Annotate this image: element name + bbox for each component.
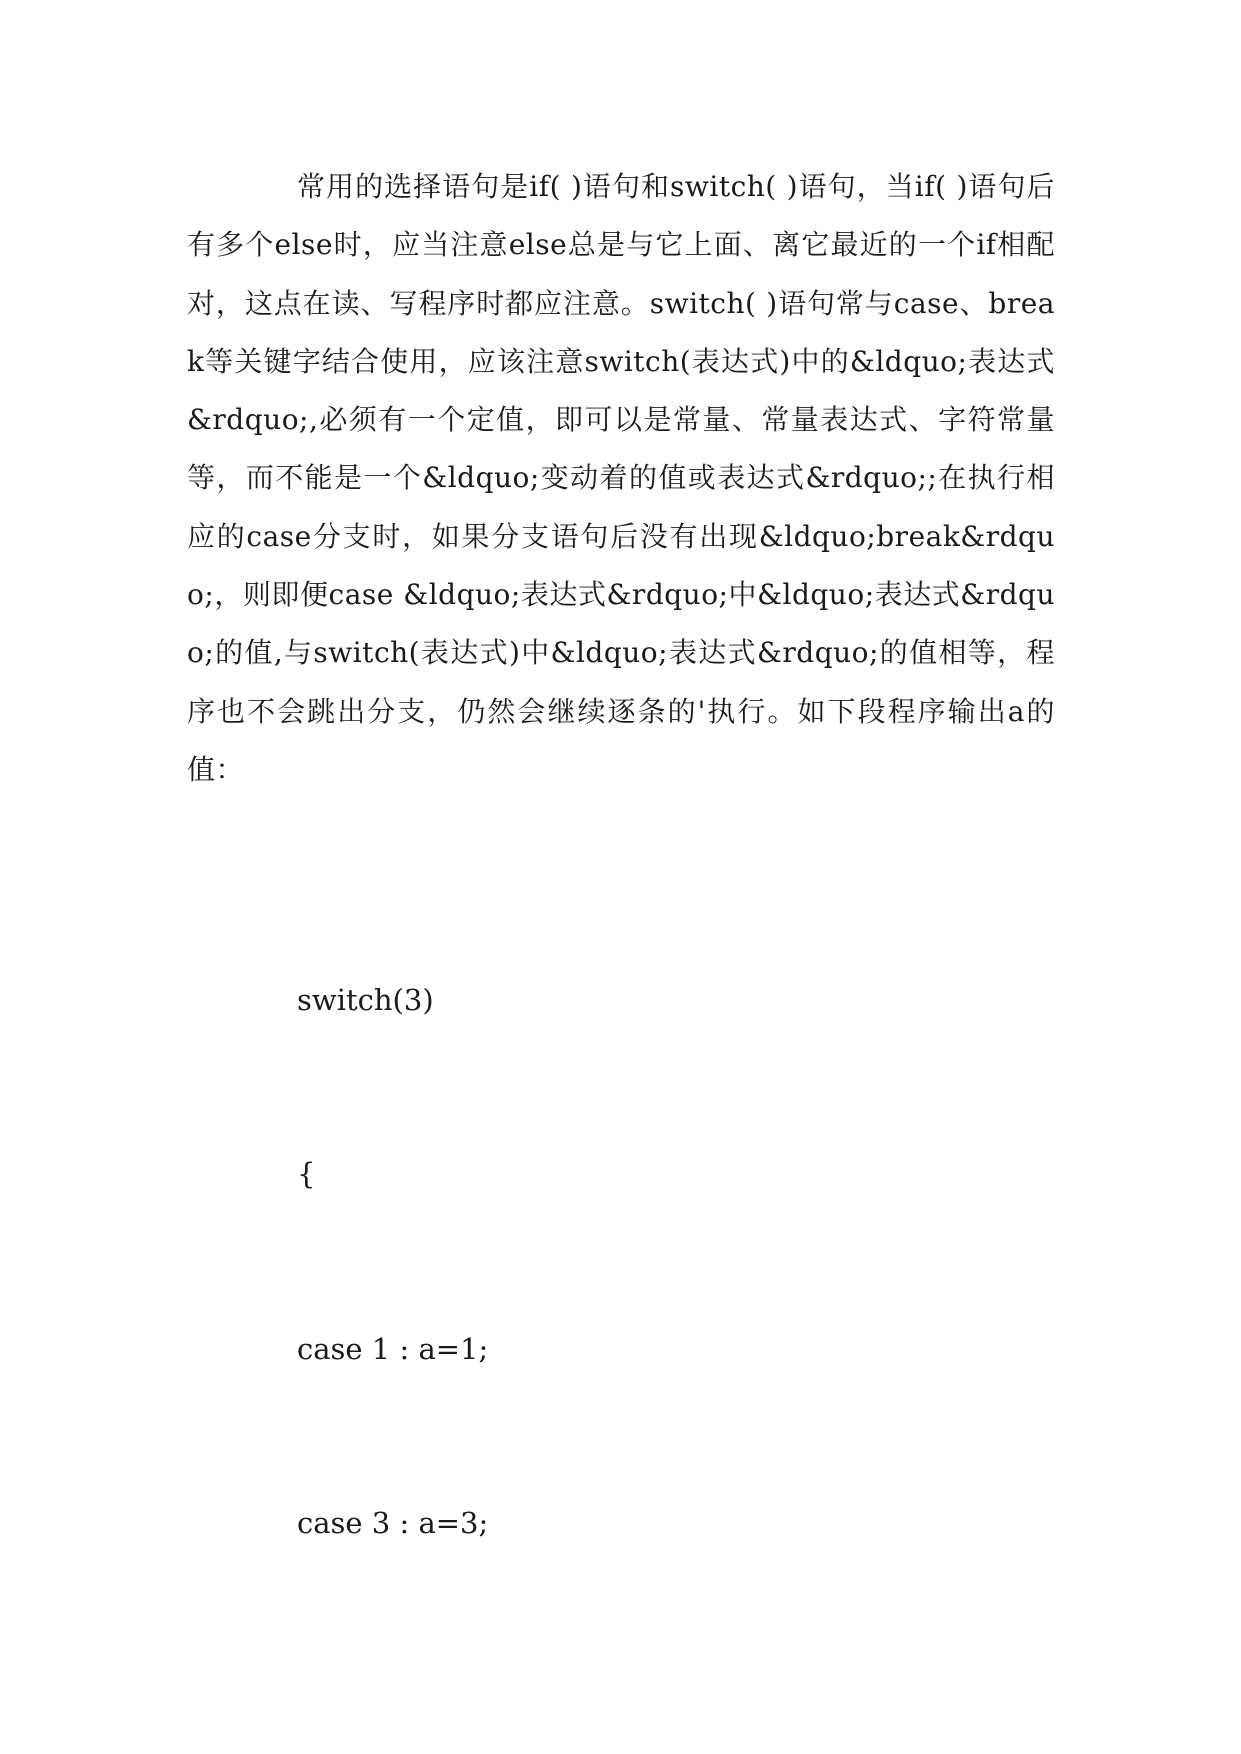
code-line-open-brace: { bbox=[297, 1157, 316, 1191]
code-line-switch: switch(3) bbox=[297, 983, 434, 1017]
body-paragraph: 常用的选择语句是if( )语句和switch( )语句，当if( )语句后有多个else时，应当注意else总是与它上面、离它最近的一个if相配对，这点在读、写程序时都应注意。switch( )语句常与case、break等关键字结合使用，应该注意switch(表达式)中的&ldquo;表达式&rdquo;,必须有一个定值，即可以是常量、常量表达式、字符常量等，而不能是一个&ldquo;变动着的值或表达式&rdquo;;在执行相应的case分支时，如果分支语句后没有出现&ldquo;break&rdquo;，则即便case &ldquo;表达式&rdquo;中&ldquo;表达式&rdquo;的值,与switch(表达式)中&ldquo;表达式&rdquo;的值相等，程序也不会跳出分支，仍然会继续逐条的'执行。如下段程序输出a的值： bbox=[187, 170, 1055, 786]
code-line-case-3: case 3 : a=3; bbox=[297, 1506, 489, 1540]
code-line-case-1: case 1 : a=1; bbox=[297, 1332, 489, 1366]
